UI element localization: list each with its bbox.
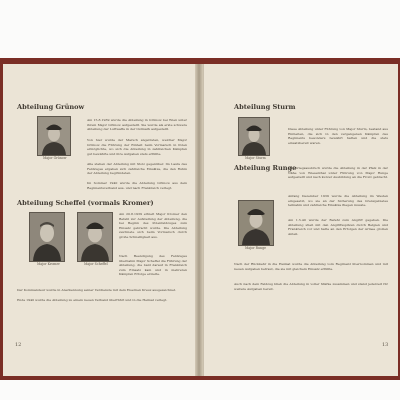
paragraph: Anfang Dezember 1939 wurde die Abteilung im Westen eingesetzt, wo sie an der Sicherung des Grenzgebietes teilnahm und zahlreiche Einsätze fliegen musste.	[288, 194, 388, 207]
section-heading-gruenow: Abteilung Grünow	[17, 103, 85, 111]
photo-caption: Major Scheffel	[84, 262, 108, 266]
paragraph: Am 20.8.1939 erhielt Major Kromer den Befehl zur Aufstellung der Abteilung, die bei Beginn des Polenfeldzuges zum Einsatz gebracht wurde. Die Abteilung zeichnete sich beim Vormarsch durch große Schnelligkeit aus.	[119, 212, 187, 239]
portrait-photo-sturm-image	[239, 118, 269, 155]
paragraph: Ende 1940 wurde die Abteilung zu einem neuen Verband überführt und in die Heimat verlegt.	[17, 298, 168, 302]
paragraph: Im Sommer 1940 wurde die Abteilung Grünow aus dem Regimentsverband aus- und nach Frankreich verlegt.	[87, 181, 187, 190]
paragraph: Nach der Rückkehr in die Heimat wurde die Abteilung vom Regiment übernommen und mit neuen Aufgaben betraut, die sie mit gleichem Einsatz erfüllte.	[234, 262, 388, 271]
paragraph: Am 1.5.40 wurde der Befehl zum Angriff gegeben. Die Abteilung stieß mit den Angriffsspitzen durch Belgien und Frankreich vor und hatte an den Erfolgen der Armee großen Anteil.	[288, 218, 388, 236]
paragraph: Nach Beendigung des Feldzuges übernahm Major Scheffel die Führung der Abteilung, die bald darauf in Frankreich zum Einsatz kam und in mehreren Kämpfen Erfolge erzielte.	[119, 254, 187, 276]
portrait-photo-scheffel	[77, 212, 113, 262]
paragraph: Mit Kriegsausbruch wurde die Abteilung in der Pfalz in der Nähe von Wiesenthal unter Führung von Major Runge aufgestellt und nach kurzer Ausbildung an die Front gebracht.	[288, 166, 388, 179]
section-heading-sturm: Abteilung Sturm	[234, 103, 296, 111]
section-heading-runge: Abteilung Runge	[234, 164, 297, 172]
paragraph: Diese Abteilung unter Führung von Major Sturm, bestand aus Einheiten, die sich in den vergangenen Kämpfen des Regiments besonders bewährt hatten und die stets einsatzbereit waren.	[288, 127, 388, 145]
paragraph: Von hier wurde der Marsch angetreten, welcher Major Grünow die Führung der Einheit beim Vormarsch in Polen ermöglichte, wo sich die Abteilung in zahlreichen Kämpfen gut bewährte und ihre Aufgaben stets erfüllte.	[87, 138, 187, 156]
open-book	[0, 58, 400, 380]
portrait-photo-sturm	[238, 117, 270, 156]
book-gutter	[195, 64, 203, 376]
portrait-photo-runge-image	[239, 201, 273, 245]
portrait-photo-scheffel-image	[78, 213, 112, 261]
portrait-photo-runge	[238, 200, 274, 246]
paragraph: Der Kommandeur wurde in Anerkennung seiner Verdienste mit dem Eisernen Kreuz ausgezeichnet.	[17, 288, 177, 292]
photo-caption: Major Kromer	[37, 262, 60, 266]
portrait-photo-kromer	[29, 212, 65, 262]
page-number: 12	[15, 342, 22, 348]
paragraph: Am 15.8.1939 wurde die Abteilung in Grünow bei Wien unter ihrem Major Grünow aufgestellt. Sie wurde als erste schwere Abteilung der Luftwaffe in der Ostmark aufgestellt.	[87, 118, 187, 131]
page-number: 13	[382, 342, 389, 348]
paragraph: Alle stehen der Abteilung mit Stolz gegenüber. Im Laufe des Feldzuges ergaben sich zahlreiche Einsätze, die den Ruhm der Abteilung begründeten.	[87, 162, 187, 175]
portrait-photo-kromer-image	[30, 213, 64, 261]
photo-caption: Major Sturm	[245, 156, 266, 160]
right-page	[203, 64, 398, 376]
photo-caption: Major Grünow	[43, 156, 67, 160]
photo-caption: Major Runge	[245, 246, 267, 250]
section-heading-scheffel: Abteilung Scheffel (vormals Kromer)	[17, 199, 154, 207]
portrait-photo-gruenow-image	[38, 117, 70, 155]
paragraph: Auch nach dem Feldzug blieb die Abteilung in voller Stärke zusammen und stand jederzeit für weitere Aufgaben bereit.	[234, 282, 388, 291]
portrait-photo-gruenow	[37, 116, 71, 156]
left-page	[3, 64, 196, 376]
